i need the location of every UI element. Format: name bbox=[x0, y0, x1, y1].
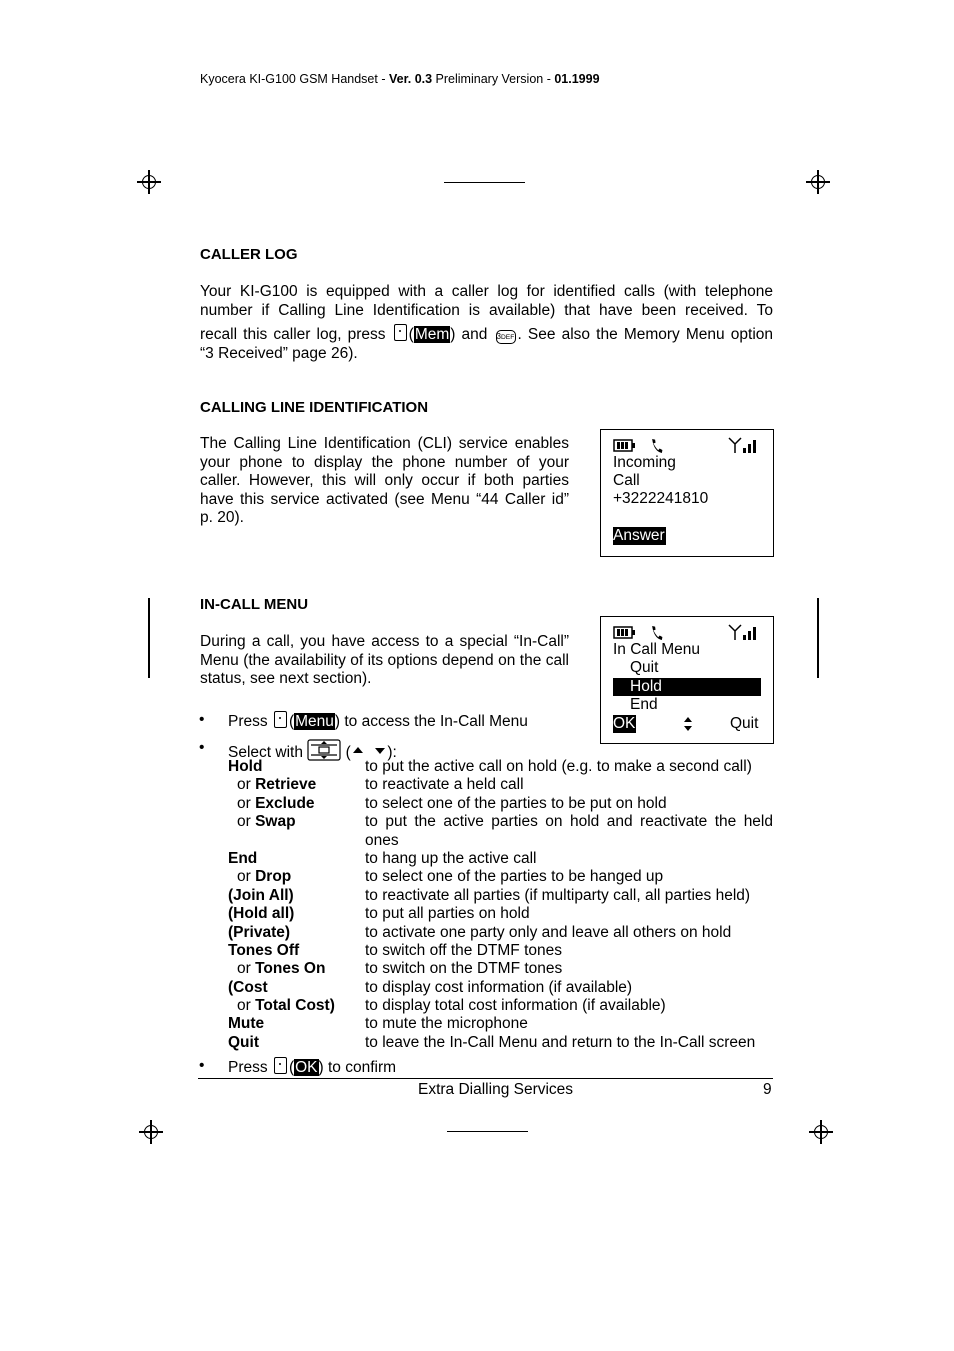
scroll-up-down-icon bbox=[683, 717, 693, 731]
option-description: to mute the microphone bbox=[365, 1015, 528, 1033]
option-term: or Drop bbox=[237, 868, 292, 886]
option-term: (Private) bbox=[228, 923, 291, 941]
section-title-caller-log: CALLER LOG bbox=[200, 246, 298, 263]
registration-mark-icon bbox=[806, 170, 830, 194]
footer-section-name: Extra Dialling Services bbox=[418, 1081, 574, 1098]
ok-softkey: OK bbox=[613, 715, 636, 732]
call-handset-icon bbox=[649, 438, 665, 454]
registration-mark-icon bbox=[809, 1120, 833, 1144]
phone-screen-in-call-menu bbox=[600, 616, 774, 744]
option-term: (Join All) bbox=[228, 886, 294, 904]
soft-key-icon bbox=[274, 1057, 287, 1074]
bullet-press-ok: • Press (OK) to confirm bbox=[199, 1057, 397, 1076]
option-term: (Hold all) bbox=[228, 905, 295, 923]
in-call-paragraph: During a call, you have access to a special “In-Call” Menu (the availability of its options depend on the call status, see next section). bbox=[200, 633, 569, 687]
option-term: or Exclude bbox=[237, 794, 315, 812]
option-term: or Retrieve bbox=[237, 776, 317, 794]
call-handset-icon bbox=[649, 625, 665, 641]
arrow-up-icon bbox=[351, 746, 365, 756]
menu-item-end: End bbox=[630, 696, 658, 713]
option-description: ones bbox=[365, 831, 399, 849]
option-description: to switch off the DTMF tones bbox=[365, 941, 562, 959]
option-description: to leave the In-Call Menu and return to the In-Call screen bbox=[365, 1033, 756, 1051]
soft-key-icon bbox=[394, 324, 407, 341]
option-description: to put the active call on hold (e.g. to make a second call) bbox=[365, 758, 752, 775]
soft-key-icon bbox=[274, 711, 287, 728]
option-description: to reactivate a held call bbox=[365, 776, 524, 794]
option-term: Mute bbox=[228, 1015, 265, 1033]
running-header: Kyocera KI-G100 GSM Handset - Ver. 0.3 Preliminary Version - 01.1999 bbox=[200, 72, 600, 86]
crop-line bbox=[148, 598, 150, 678]
registration-mark-icon bbox=[139, 1120, 163, 1144]
option-term: End bbox=[228, 849, 258, 867]
option-description: to put all parties on hold bbox=[365, 905, 530, 923]
option-description: to switch on the DTMF tones bbox=[365, 960, 563, 978]
bullet-select-with: • Select with ( ): bbox=[199, 739, 397, 761]
option-term: Hold bbox=[228, 758, 263, 775]
answer-softkey: Answer bbox=[613, 527, 665, 544]
section-title-in-call-menu: IN-CALL MENU bbox=[200, 596, 309, 613]
option-term: Quit bbox=[228, 1033, 259, 1051]
option-description: to select one of the parties to be hanged up bbox=[365, 868, 664, 886]
menu-item-quit: Quit bbox=[630, 659, 659, 676]
battery-icon bbox=[613, 626, 637, 640]
section-title-cli: CALLING LINE IDENTIFICATION bbox=[200, 399, 429, 416]
option-term: Tones Off bbox=[228, 941, 300, 959]
cli-paragraph: The Calling Line Identification (CLI) service enables your phone to display the phone number of your caller. However, this will only occur if both parties have this service activated (see Menu “44 Caller id” p. 20). bbox=[200, 435, 569, 526]
navigation-key-icon bbox=[307, 739, 341, 761]
signal-strength-icon bbox=[728, 437, 760, 454]
option-term: or Tones On bbox=[237, 960, 326, 978]
option-description: to reactivate all parties (if multiparty call, all parties held) bbox=[365, 886, 751, 904]
in-call-menu-title: In Call Menu bbox=[613, 641, 701, 658]
battery-icon bbox=[613, 439, 637, 453]
bullet-press-menu: • Press (Menu) to access the In-Call Menu bbox=[199, 711, 528, 730]
phone-screen-incoming-call: Incoming Call +3222241810 Answer bbox=[600, 429, 774, 557]
signal-strength-icon bbox=[728, 624, 760, 641]
footer-rule bbox=[198, 1078, 773, 1079]
option-description: to hang up the active call bbox=[365, 849, 537, 867]
key-3-def-icon: 3DEF bbox=[496, 330, 516, 344]
option-term: (Cost bbox=[228, 978, 268, 996]
option-description: to display cost information (if available) bbox=[365, 978, 633, 996]
option-term: or Total Cost) bbox=[237, 997, 335, 1015]
quit-softkey: Quit bbox=[730, 715, 759, 732]
registration-mark-icon bbox=[137, 170, 161, 194]
option-description: to put the active parties on hold and reactivate the held bbox=[365, 813, 773, 831]
option-description: to activate one party only and leave all others on hold bbox=[365, 923, 732, 941]
crop-line bbox=[817, 598, 819, 678]
menu-item-hold-selected: Hold bbox=[613, 678, 761, 696]
option-description: to select one of the parties to be put on hold bbox=[365, 794, 667, 812]
page-number: 9 bbox=[763, 1081, 772, 1098]
crop-line bbox=[447, 1131, 528, 1132]
caller-log-paragraph: Your KI-G100 is equipped with a caller log for identified calls (with telephone number if Calling Line Identification is available) that have been received. To recall this caller log, press (Mem) and 3DEF . See also the Memory Menu option “3 Received” page 26). bbox=[200, 283, 774, 362]
arrow-down-icon bbox=[373, 746, 387, 756]
option-description: to display total cost information (if available) bbox=[365, 997, 666, 1015]
crop-line bbox=[444, 182, 525, 183]
option-term: or Swap bbox=[237, 813, 296, 831]
